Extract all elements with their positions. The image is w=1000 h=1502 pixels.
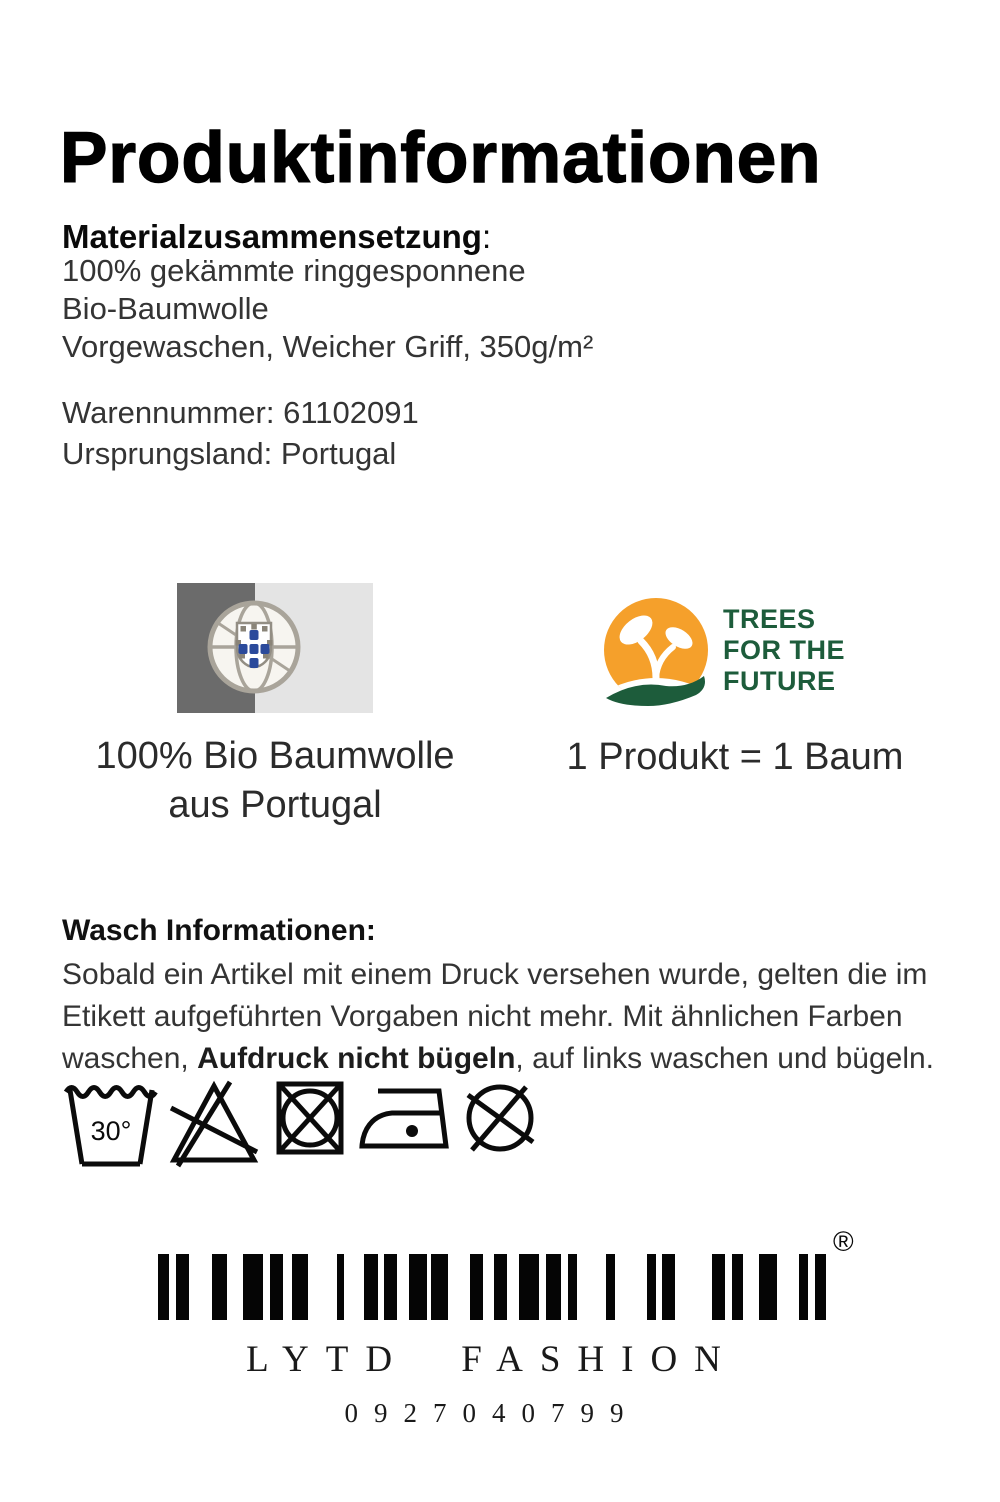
warennummer-label: Warennummer: <box>62 395 275 430</box>
trees-logo-line1: TREES <box>723 604 816 634</box>
product-meta <box>62 392 419 474</box>
trees-for-the-future-logo-icon <box>600 598 712 710</box>
ursprungsland-value: Portugal <box>280 436 397 471</box>
barcode-bar <box>494 1254 507 1320</box>
trees-caption: 1 Produkt = 1 Baum <box>566 736 904 778</box>
barcode-bar <box>647 1254 656 1320</box>
barcode-bar <box>470 1254 483 1320</box>
origin-caption <box>55 732 495 830</box>
do-not-dry-clean-icon <box>460 1079 540 1157</box>
barcode-bar <box>815 1254 826 1320</box>
barcode-bar <box>568 1254 577 1320</box>
trees-logo-line2: FOR THE <box>723 635 845 665</box>
barcode-bar <box>176 1254 189 1320</box>
wash-text-part2: , auf links waschen und bügeln. <box>515 1042 935 1075</box>
barcode-bar <box>364 1254 378 1320</box>
warennummer-row <box>62 392 419 433</box>
material-heading-colon: : <box>481 218 492 255</box>
brand-number: 0927040799 <box>344 1398 640 1428</box>
barcode-bar <box>431 1254 448 1320</box>
material-line: Bio-Baumwolle <box>62 291 269 326</box>
barcode-bar <box>158 1254 169 1320</box>
page-title: Produktinformationen <box>60 118 822 198</box>
barcode-bar <box>519 1254 539 1320</box>
do-not-bleach-icon <box>166 1078 262 1168</box>
barcode-bar <box>712 1254 725 1320</box>
barcode-bar <box>243 1254 263 1320</box>
trees-logo-line3: FUTURE <box>723 666 836 696</box>
barcode-bar <box>732 1254 743 1320</box>
origin-caption-line2: aus Portugal <box>168 784 382 826</box>
brand-name: LYTD FASHION <box>246 1339 738 1380</box>
barcode-bar <box>546 1254 561 1320</box>
wash-text-part1: Sobald ein Artikel mit einem Druck versehen wurde, gelten die im Etikett aufgeführten Vorgaben nicht mehr. Mit ähnlichen Farben waschen, <box>62 958 928 1075</box>
barcode-bar <box>337 1254 344 1320</box>
material-line: 100% gekämmte ringgesponnene <box>62 253 526 288</box>
ursprungsland-label: Ursprungsland: <box>62 436 273 471</box>
portugal-flag-icon <box>177 583 373 713</box>
trees-logo-wordmark <box>723 604 845 697</box>
barcode <box>158 1254 826 1320</box>
registered-trademark-symbol: ® <box>833 1226 854 1257</box>
barcode-bar <box>212 1254 227 1320</box>
material-section-heading <box>62 218 491 256</box>
wash-info-text <box>62 954 946 1080</box>
do-not-tumble-dry-icon <box>275 1080 345 1156</box>
barcode-bar <box>384 1254 397 1320</box>
barcode-bar <box>270 1254 283 1320</box>
barcode-bar <box>662 1254 675 1320</box>
ursprungsland-row <box>62 433 419 474</box>
barcode-bar <box>606 1254 615 1320</box>
barcode-bar <box>759 1254 777 1320</box>
barcode-bar <box>409 1254 427 1320</box>
barcode-bar <box>292 1254 308 1320</box>
wash-temp-label: 30° <box>90 1116 132 1146</box>
origin-caption-line1: 100% Bio Baumwolle <box>95 735 455 777</box>
wash-info-heading: Wasch Informationen: <box>62 914 376 947</box>
wash-text-bold: Aufdruck nicht bügeln <box>197 1042 516 1075</box>
barcode-bar <box>799 1254 808 1320</box>
material-line: Vorgewaschen, Weicher Griff, 350g/m² <box>62 329 594 364</box>
portugal-flag-svg <box>177 583 373 713</box>
material-heading-text: Materialzusammensetzung <box>62 218 482 255</box>
iron-low-icon <box>358 1086 450 1152</box>
wash-30-icon <box>62 1078 160 1168</box>
warennummer-value: 61102091 <box>283 395 419 430</box>
trees-logo-svg <box>600 598 712 710</box>
material-lines <box>62 252 593 366</box>
